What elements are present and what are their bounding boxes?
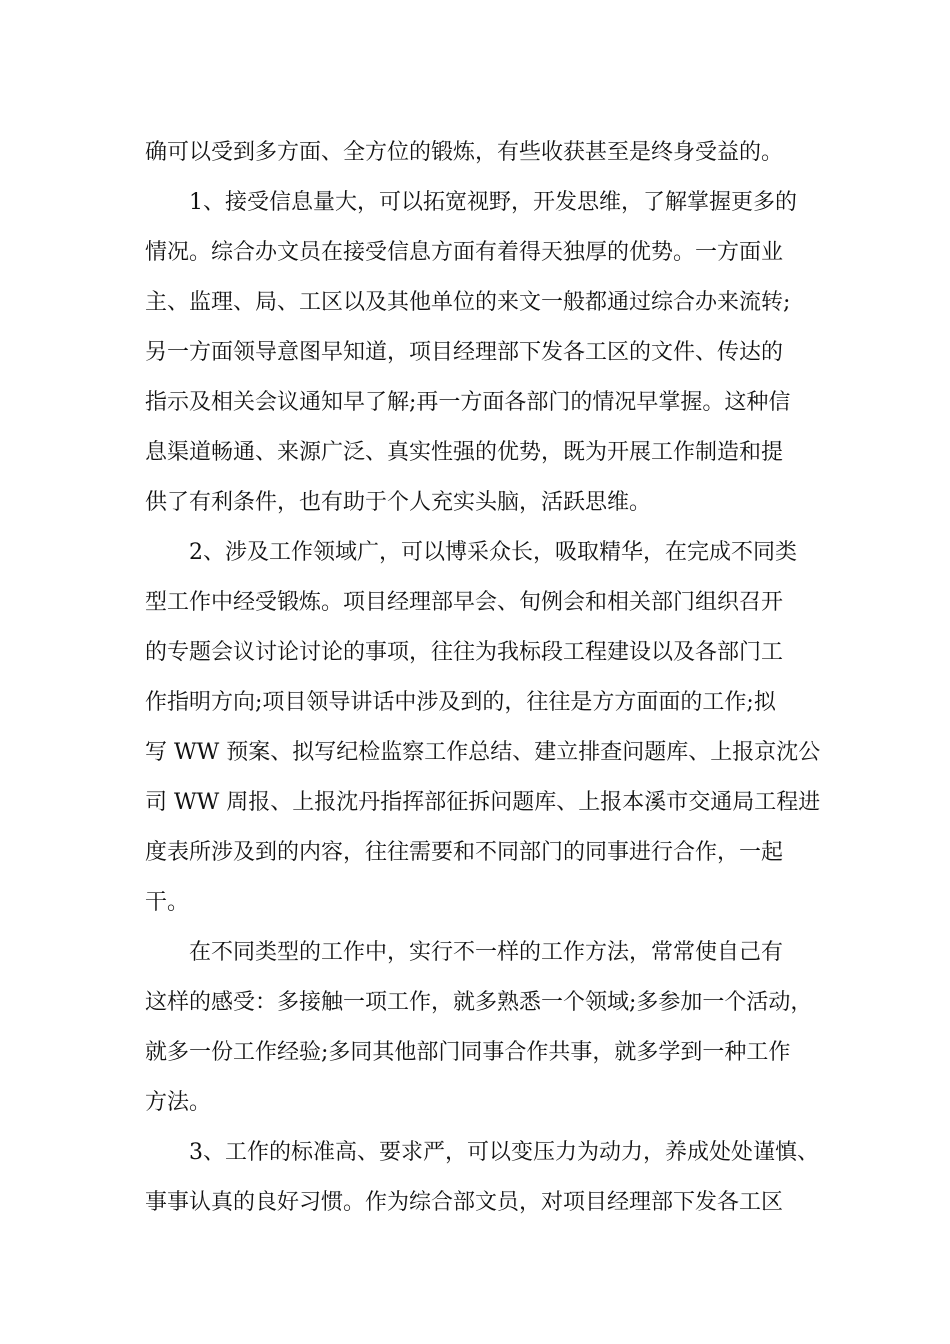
text-line: 另一方面领导意图早知道，项目经理部下发各工区的文件、传达的 <box>145 340 784 365</box>
text-line: 1、接受信息量大，可以拓宽视野，开发思维，了解掌握更多的 <box>189 190 797 215</box>
text-line: 在不同类型的工作中，实行不一样的工作方法，常常使自己有 <box>189 940 784 965</box>
text-line: 司 WW 周报、上报沈丹指挥部征拆问题库、上报本溪市交通局工程进 <box>145 790 821 815</box>
text-line: 指示及相关会议通知早了解;再一方面各部门的情况早掌握。这种信 <box>145 390 791 415</box>
text-line: 供了有利条件，也有助于个人充实头脑，活跃思维。 <box>145 490 652 515</box>
text-line: 2、涉及工作领域广，可以博采众长，吸取精华，在完成不同类 <box>189 540 797 565</box>
text-line: 型工作中经受锻炼。项目经理部早会、旬例会和相关部门组织召开 <box>145 590 784 615</box>
text-line: 事事认真的良好习惯。作为综合部文员，对项目经理部下发各工区 <box>145 1190 784 1215</box>
text-line: 写 WW 预案、拟写纪检监察工作总结、建立排查问题库、上报京沈公 <box>145 740 821 765</box>
body-text <box>145 128 825 1228</box>
text-line: 方法。 <box>145 1090 212 1115</box>
text-line: 的专题会议讨论讨论的事项，往往为我标段工程建设以及各部门工 <box>145 640 784 665</box>
text-line: 息渠道畅通、来源广泛、真实性强的优势，既为开展工作制造和提 <box>145 440 784 465</box>
text-line: 度表所涉及到的内容，往往需要和不同部门的同事进行合作，一起 <box>145 840 784 865</box>
text-line: 干。 <box>145 890 190 915</box>
text-line: 就多一份工作经验;多同其他部门同事合作共事，就多学到一种工作 <box>145 1040 791 1065</box>
text-line: 作指明方向;项目领导讲话中涉及到的，往往是方方面面的工作;拟 <box>145 690 776 715</box>
text-line: 情况。综合办文员在接受信息方面有着得天独厚的优势。一方面业 <box>145 240 784 265</box>
text-line: 主、监理、局、工区以及其他单位的来文一般都通过综合办来流转; <box>145 290 791 315</box>
text-line: 确可以受到多方面、全方位的锻炼，有些收获甚至是终身受益的。 <box>145 140 784 165</box>
text-line: 3、工作的标准高、要求严，可以变压力为动力，养成处处谨慎、 <box>189 1140 819 1165</box>
text-line: 这样的感受：多接触一项工作，就多熟悉一个领域;多参加一个活动， <box>145 990 813 1015</box>
